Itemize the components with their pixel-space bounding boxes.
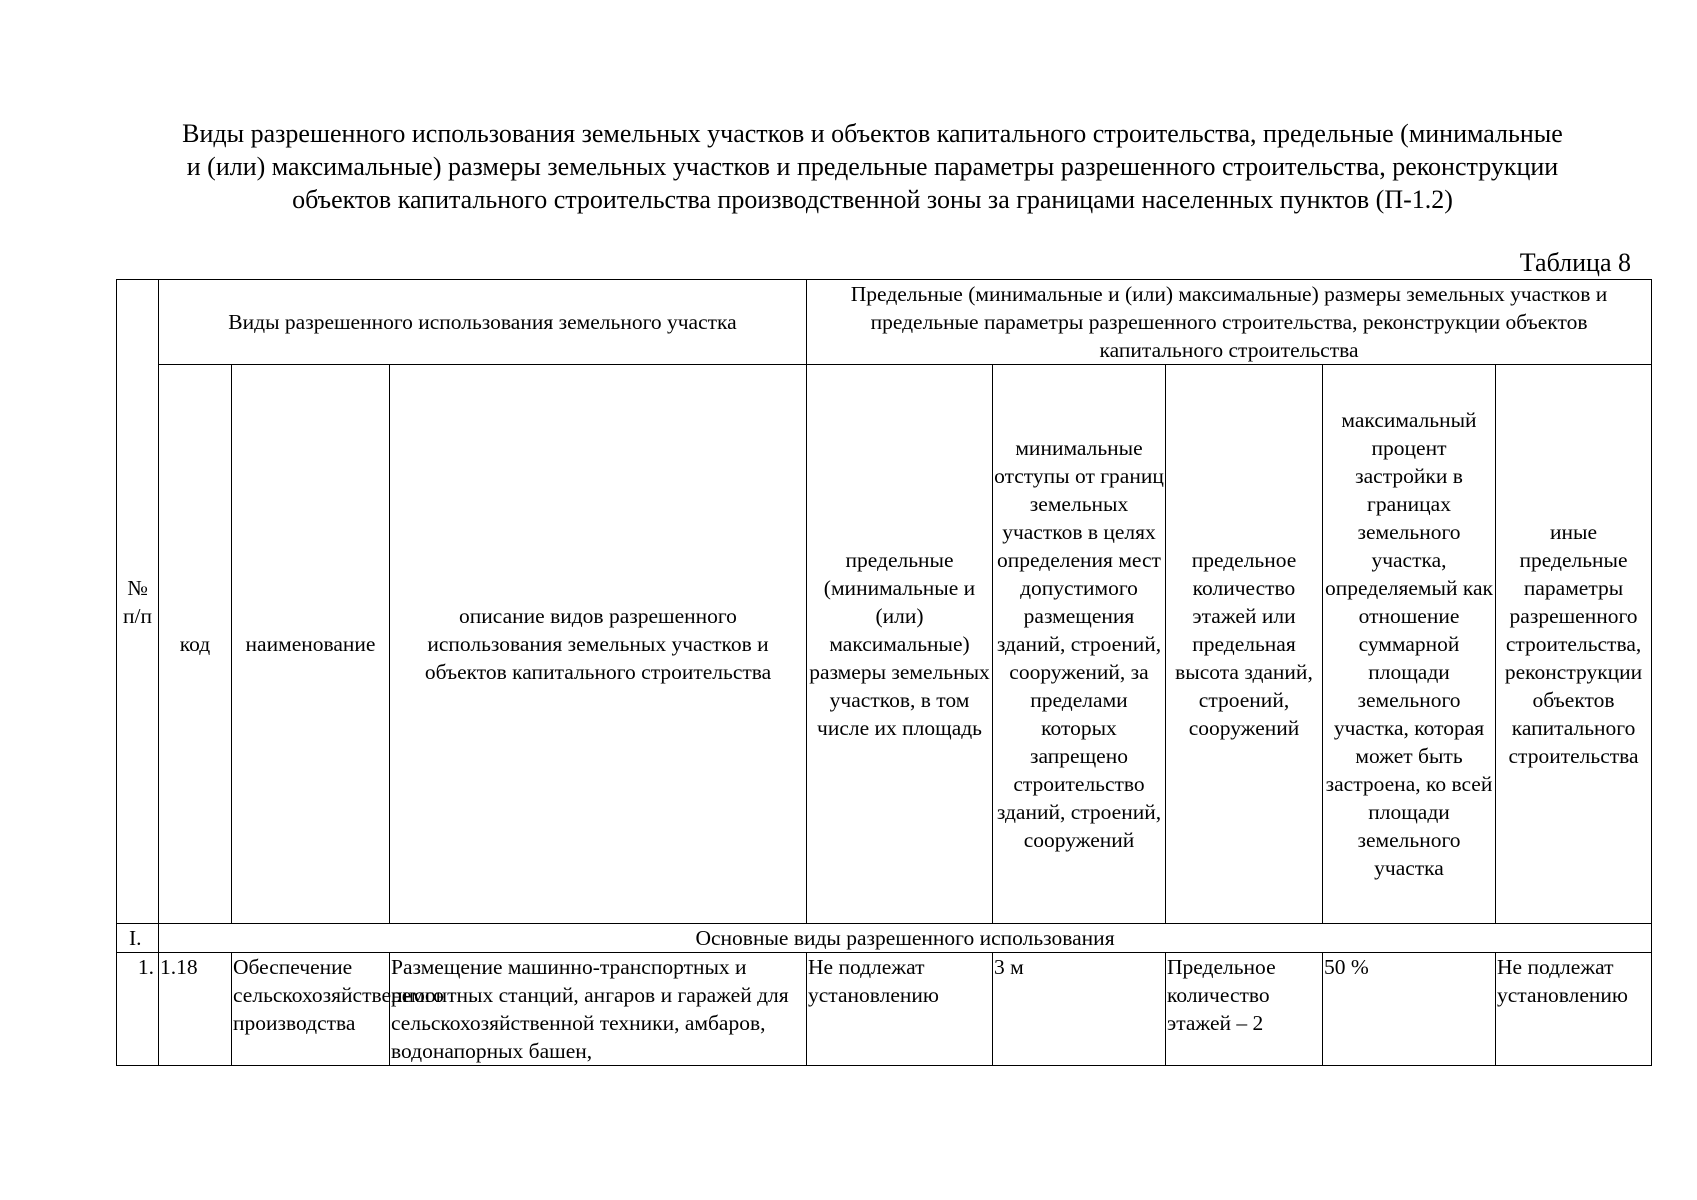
row-description: Размещение машинно-транспортных и ремонтных станций, ангаров и гаражей для сельскохозяйственной техники, амбаров, водонапорных башен, <box>390 953 807 1066</box>
header-plot-sizes: предельные (минимальные и (или) максимальные) размеры земельных участков, в том числе их площадь <box>807 365 993 924</box>
header-name: наименование <box>232 365 390 924</box>
header-code: код <box>159 365 232 924</box>
header-setbacks: минимальные отступы от границ земельных участков в целях определения мест допустимого размещения зданий, строений, сооружений, за пределами которых запрещено строительство зданий, строений, сооружений <box>993 365 1166 924</box>
header-num: № п/п <box>117 280 159 924</box>
section-number: I. <box>117 924 159 953</box>
row-number: 1. <box>117 953 159 1066</box>
row-other-params: Не подлежат установлению <box>1496 953 1652 1066</box>
zoning-regulations-table <box>116 279 1652 1066</box>
document-title <box>100 117 1645 216</box>
table-row <box>117 953 1652 1066</box>
title-line-3: объектов капитального строительства производственной зоны за границами населенных пунктов (П-1.2) <box>292 185 1453 214</box>
row-name: Обеспечение сельскохозяйственного производства <box>232 953 390 1066</box>
row-plot-sizes: Не подлежат установлению <box>807 953 993 1066</box>
header-row-group <box>117 280 1652 365</box>
header-permitted-uses: Виды разрешенного использования земельного участка <box>159 280 807 365</box>
header-row-columns <box>117 365 1652 924</box>
row-floors: Предельное количество этажей – 2 <box>1166 953 1323 1066</box>
row-setbacks: 3 м <box>993 953 1166 1066</box>
section-label: Основные виды разрешенного использования <box>159 924 1652 953</box>
header-coverage: максимальный процент застройки в границах земельного участка, определяемый как отношение суммарной площади земельного участка, которая может быть застроена, ко всей площади земельного участка <box>1323 365 1496 924</box>
header-limit-parameters: Предельные (минимальные и (или) максимальные) размеры земельных участков и предельные параметры разрешенного строительства, реконструкции объектов капитального строительства <box>807 280 1652 365</box>
header-other-params: иные предельные параметры разрешенного строительства, реконструкции объектов капитального строительства <box>1496 365 1652 924</box>
row-coverage: 50 % <box>1323 953 1496 1066</box>
section-row <box>117 924 1652 953</box>
title-line-1: Виды разрешенного использования земельных участков и объектов капитального строительства, предельные (минимальные <box>182 119 1563 148</box>
table-number-label: Таблица 8 <box>1519 248 1631 277</box>
row-code: 1.18 <box>159 953 232 1066</box>
header-description: описание видов разрешенного использования земельных участков и объектов капитального строительства <box>390 365 807 924</box>
header-floors: предельное количество этажей или предельная высота зданий, строений, сооружений <box>1166 365 1323 924</box>
title-line-2: и (или) максимальные) размеры земельных участков и предельные параметры разрешенного строительства, реконструкции <box>186 152 1559 181</box>
